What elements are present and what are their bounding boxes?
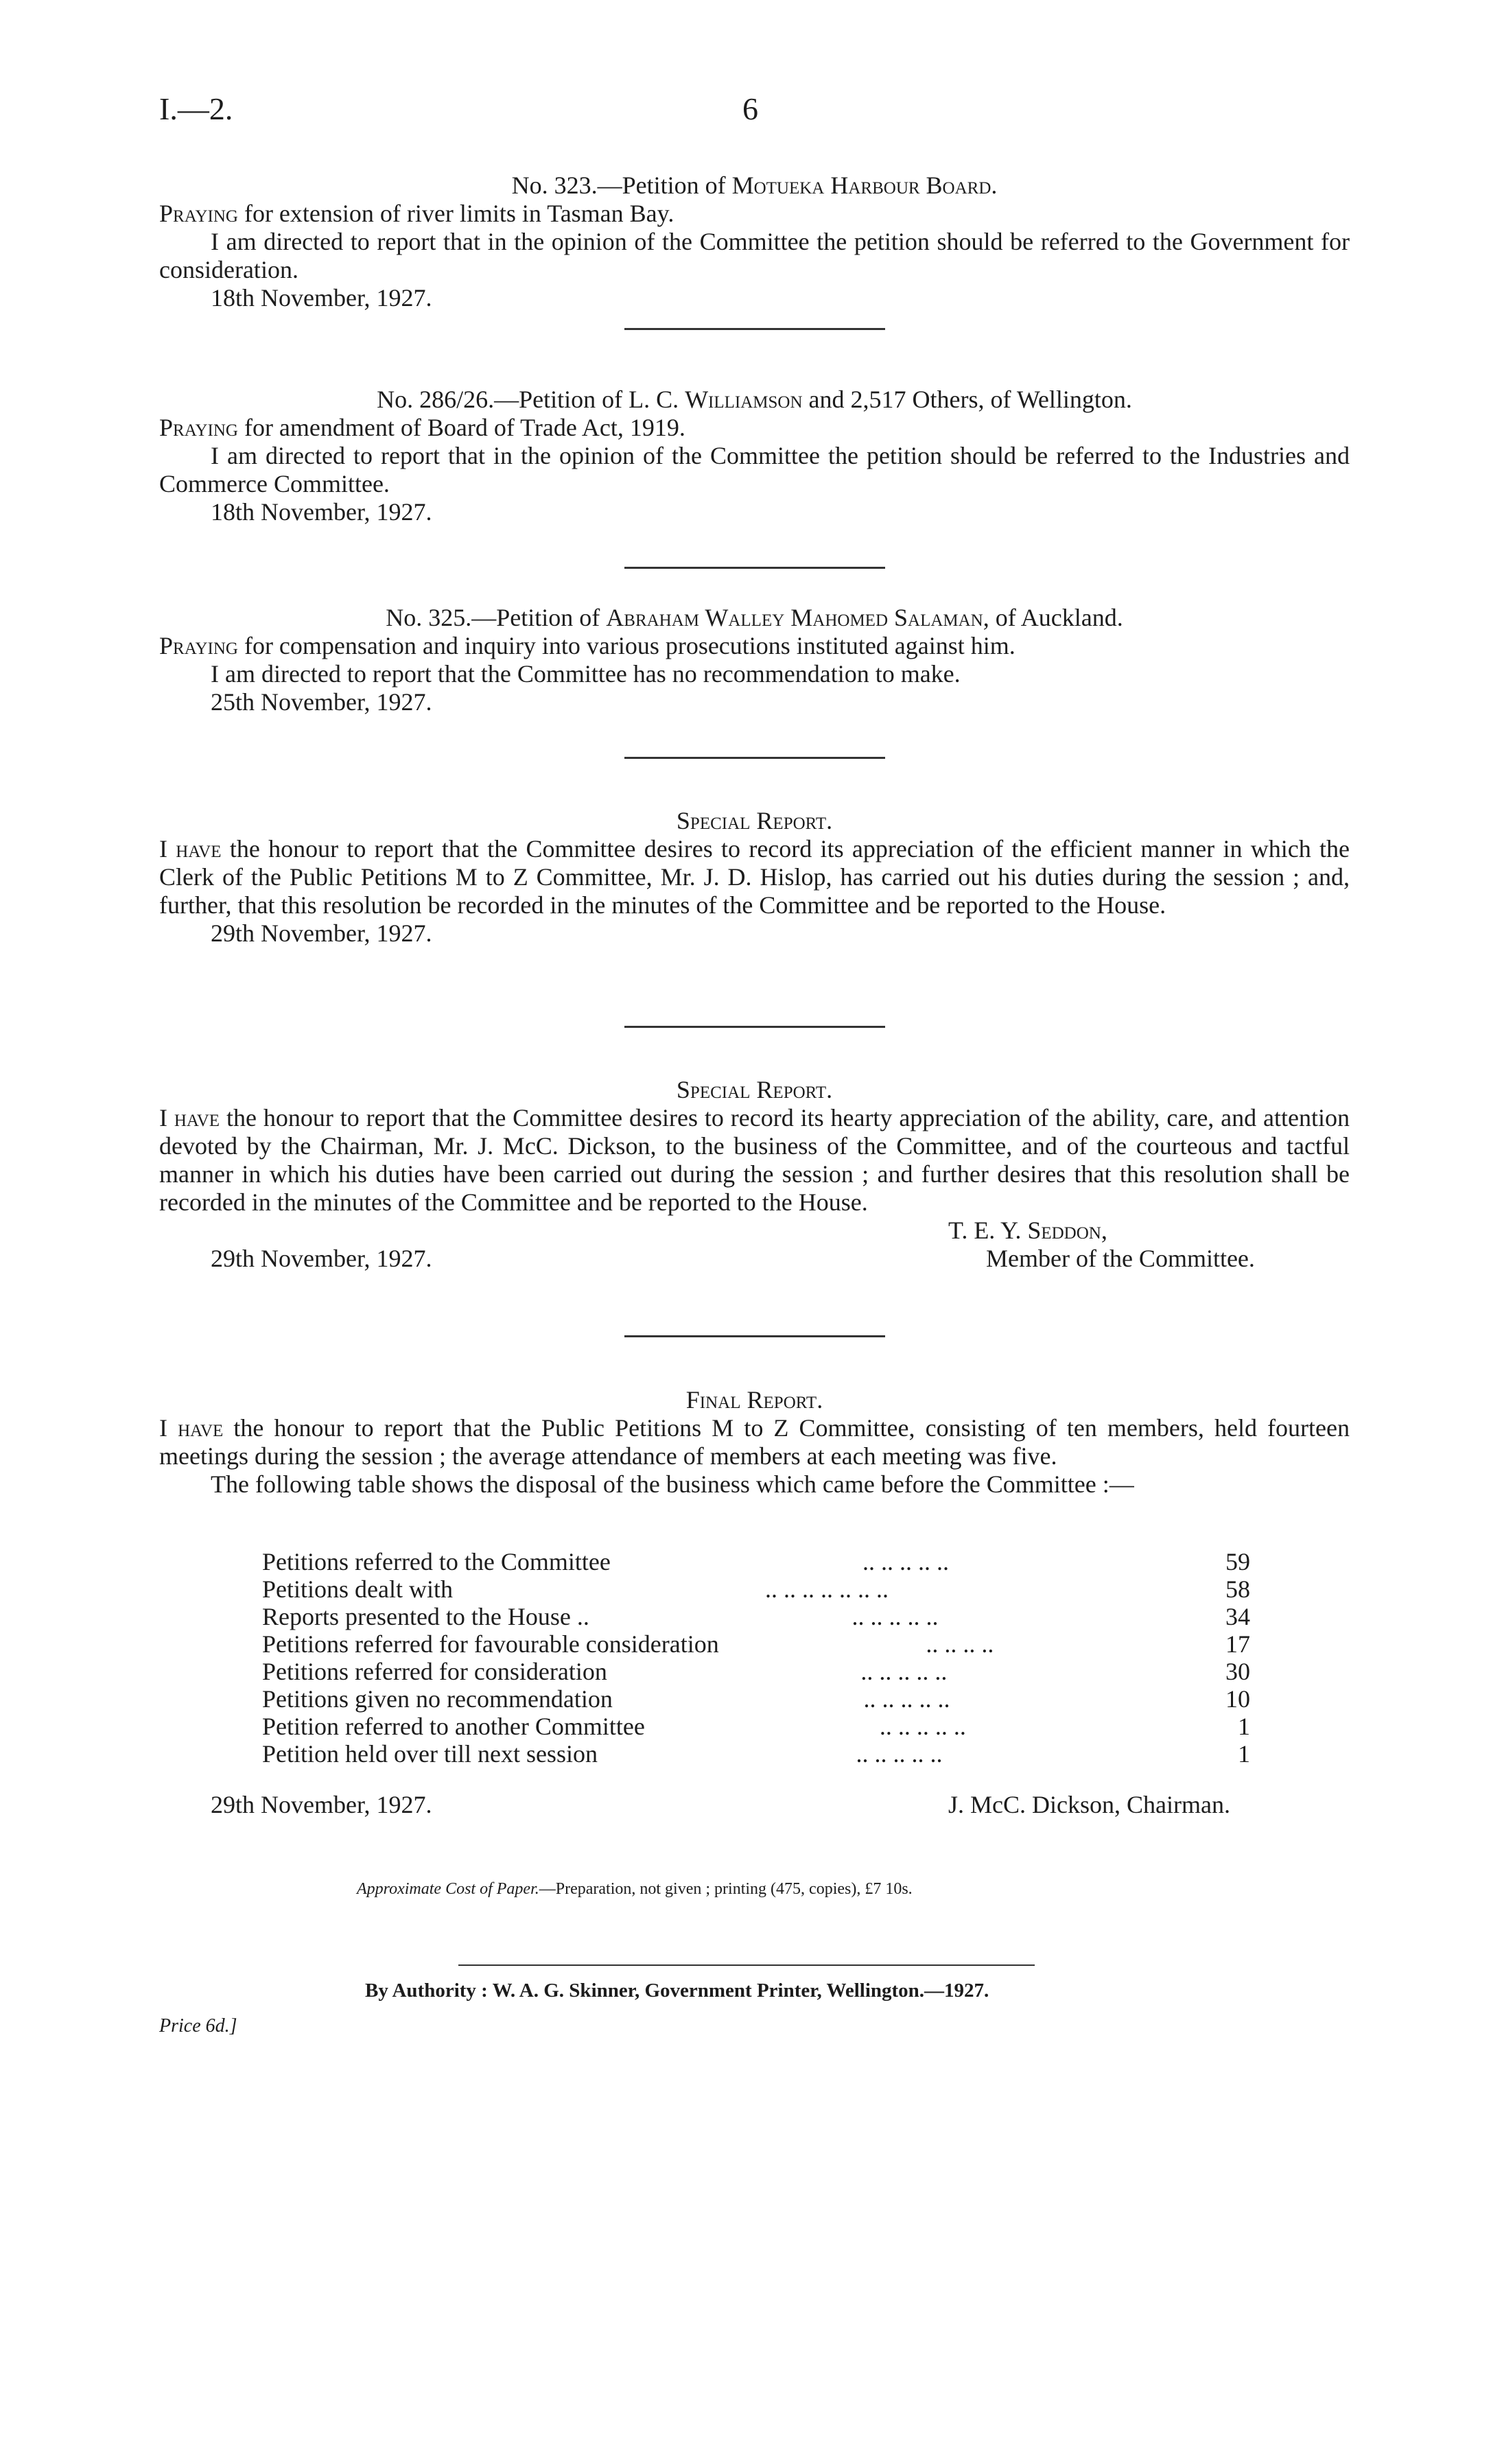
table-row: Petitions given no recommendation .. .. .. .. .. 10 [262,1685,1250,1713]
signatory-name: T. E. Y. Seddon, [948,1217,1107,1244]
petition-323-praying: Praying for extension of river limits in Tasman Bay. [159,200,674,227]
final-report-signoff-row [159,1791,1350,1819]
final-report-text: I have the honour to report that the Public Petitions M to Z Committee, consisting of ten members, held fourteen meetings during the session ; the average attendance of members at each meeting was five. [159,1414,1350,1470]
table-row: Petitions referred to the Committee .. .. .. .. .. 59 [262,1548,1250,1575]
table-row: Reports presented to the House .. .. .. .. .. .. 34 [262,1603,1250,1630]
chairman-signature: J. McC. Dickson, Chairman. [948,1791,1230,1818]
disposal-table [262,1548,1250,1768]
petition-323 [159,172,1350,312]
price: Price 6d.] [159,2015,237,2037]
table-row: Petitions dealt with .. .. .. .. .. .. .. 58 [262,1575,1250,1603]
divider [624,328,885,330]
signatory-title: Member of the Committee. [986,1245,1255,1272]
divider [458,1964,1035,1966]
final-report-table-intro: The following table shows the disposal of the business which came before the Committee :— [211,1470,1134,1498]
divider [624,567,885,569]
petition-325-date: 25th November, 1927. [211,688,432,716]
page-number: 6 [742,91,758,126]
printer-authority: By Authority : W. A. G. Skinner, Government Printer, Wellington.—1927. [365,1980,989,2002]
petition-325-report: I am directed to report that the Committee has no recommendation to make. [211,660,961,688]
petition-286 [159,386,1350,526]
special-report-2-text: I have the honour to report that the Committee desires to record its hearty appreciation of the ability, care, and attention devoted by the Chairman, Mr. J. McC. Dickson, to the business of the Committee, and of the courteous and tactful manner in which his duties have been carried out during the session ; and further desires that this resolution shall be recorded in the minutes of the Committee and be reported to the House. [159,1104,1350,1216]
final-report-heading: Final Report. [685,1386,823,1413]
table-row: Petitions referred for favourable consideration .. .. .. .. 17 [262,1630,1250,1658]
special-report-2-heading: Special Report. [676,1076,833,1103]
petition-323-report: I am directed to report that in the opinion of the Committee the petition should be referred to the Government for consideration. [159,228,1350,283]
special-report-2-date-row [159,1245,1350,1273]
special-report-1-date: 29th November, 1927. [211,919,432,947]
special-report-1-heading: Special Report. [676,807,833,834]
special-report-2 [159,1076,1350,1273]
divider [624,1335,885,1337]
special-report-1 [159,807,1350,948]
petition-286-report: I am directed to report that in the opinion of the Committee the petition should be referred to the Industries and Commerce Committee. [159,442,1350,497]
final-report-signoff [159,1791,1350,1819]
divider [624,1026,885,1028]
table-row: Petition referred to another Committee .. .. .. .. .. 1 [262,1713,1250,1740]
final-report-date: 29th November, 1927. [211,1791,432,1818]
petition-286-praying: Praying for amendment of Board of Trade Act, 1919. [159,414,685,441]
petition-323-date: 18th November, 1927. [211,284,432,312]
petition-286-date: 18th November, 1927. [211,498,432,526]
special-report-1-text: I have the honour to report that the Committee desires to record its appreciation of the efficient manner in which the Clerk of the Public Petitions M to Z Committee, Mr. J. D. Hislop, has carried out his duties during the session ; and, further, that this resolution be recorded in the minutes of the Committee and be reported to the House. [159,835,1350,919]
petition-325-praying: Praying for compensation and inquiry into various prosecutions instituted against him. [159,632,1015,659]
petition-325 [159,604,1350,716]
special-report-2-signatory-row [159,1217,1350,1245]
special-report-2-date: 29th November, 1927. [211,1245,432,1272]
final-report [159,1386,1350,1499]
table-row: Petition held over till next session .. .. .. .. .. 1 [262,1740,1250,1768]
table-row: Petitions referred for consideration .. .. .. .. .. 30 [262,1658,1250,1685]
paper-id: I.—2. [159,91,233,126]
petition-325-heading: No. 325.—Petition of Abraham Walley Mahomed Salaman, of Auckland. [386,604,1123,631]
cost-of-paper: Approximate Cost of Paper.—Preparation, not given ; printing (475, copies), £7 10s. [357,1880,913,1898]
petition-323-heading: No. 323.—Petition of Motueka Harbour Board. [511,172,998,199]
petition-286-heading: No. 286/26.—Petition of L. C. Williamson and 2,517 Others, of Wellington. [377,386,1132,413]
divider [624,757,885,759]
